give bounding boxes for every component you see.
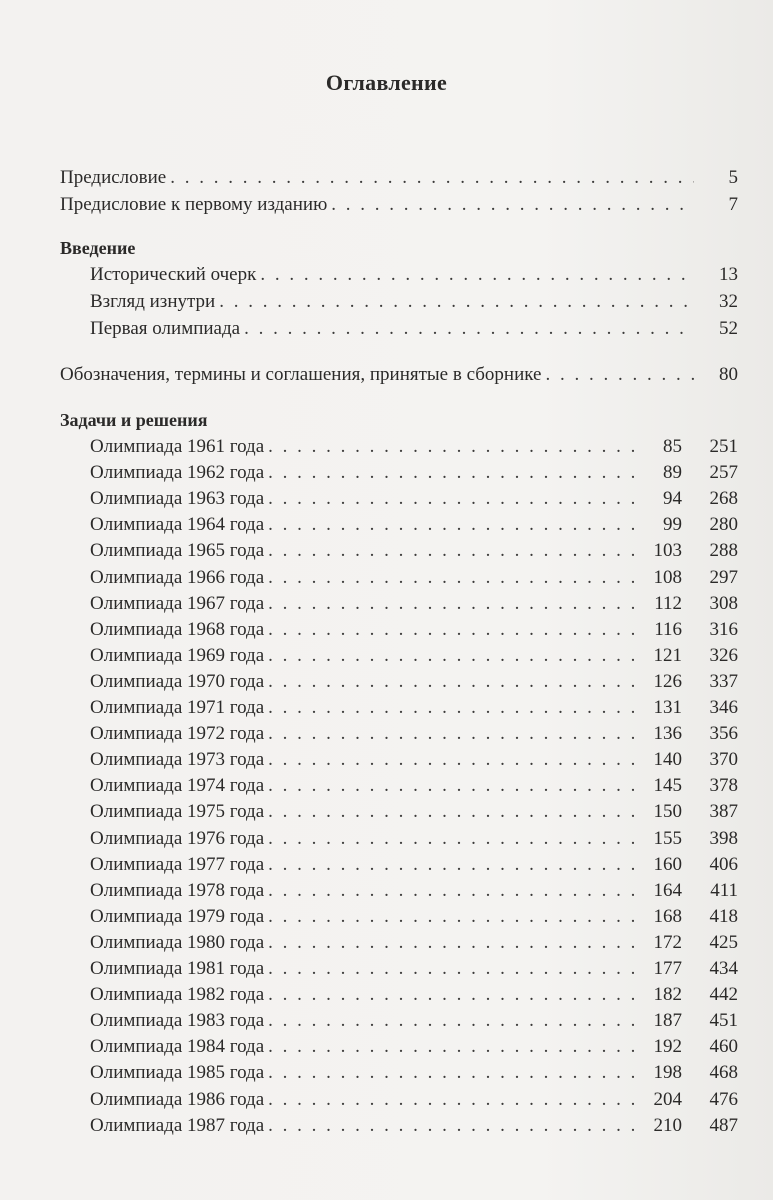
toc-entry-olympiad (90, 854, 738, 880)
leader-dots (268, 880, 634, 902)
toc-entry-label: Олимпиада 1969 года (90, 644, 265, 666)
toc-entry-label: Олимпиада 1975 года (90, 801, 265, 823)
problems-page-number: 155 (653, 827, 682, 849)
solutions-page-number: 346 (709, 697, 738, 718)
toc-entry-label: Олимпиада 1978 года (90, 879, 265, 901)
toc-entry-olympiad (90, 645, 738, 671)
toc-entry-label: Олимпиада 1974 года (90, 775, 265, 797)
problems-page-number: 94 (663, 488, 682, 510)
leader-dots (268, 671, 634, 693)
leader-dots (268, 540, 634, 562)
toc-entry-olympiad (90, 775, 738, 801)
leader-dots (268, 488, 634, 510)
toc-entry-label: Олимпиада 1984 года (90, 1036, 265, 1058)
toc-entry-olympiad (90, 801, 738, 827)
toc-entry-page: 32 (719, 291, 738, 312)
leader-dots (268, 645, 634, 667)
leader-dots (268, 749, 634, 771)
solutions-page-number: 468 (709, 1062, 738, 1084)
problems-page-number: 99 (663, 514, 682, 536)
leader-dots (268, 984, 634, 1006)
toc-entry-label: Олимпиада 1967 года (90, 592, 265, 614)
toc-entry-label: Исторический очерк (90, 264, 257, 285)
toc-entry-olympiad (90, 1036, 738, 1062)
leader-dots (268, 932, 634, 954)
leader-dots (331, 194, 694, 216)
toc-entry-olympiad (90, 540, 738, 566)
solutions-page-number: 460 (709, 1036, 738, 1058)
solutions-page-number: 418 (709, 905, 738, 927)
section-heading-intro: Введение (60, 238, 136, 258)
leader-dots (268, 801, 634, 823)
solutions-page-number: 356 (709, 723, 738, 745)
toc-entry-label: Олимпиада 1977 года (90, 853, 265, 875)
toc-entry-olympiad (90, 984, 738, 1010)
toc-entry-olympiad (90, 932, 738, 958)
toc-entry-label: Олимпиада 1986 года (90, 1088, 265, 1110)
toc-entry-first-olympiad (90, 318, 738, 344)
problems-page-number: 112 (654, 592, 682, 614)
toc-entry-label: Олимпиада 1981 года (90, 958, 265, 979)
problems-page-number: 198 (653, 1062, 682, 1084)
solutions-page-number: 251 (709, 436, 738, 457)
solutions-page-number: 308 (709, 592, 738, 614)
toc-entry-page: 5 (728, 167, 738, 188)
problems-page-number: 89 (663, 462, 682, 484)
solutions-page-number: 411 (710, 879, 738, 901)
solutions-page-number: 280 (709, 514, 738, 536)
problems-page-number: 177 (653, 958, 682, 979)
leader-dots (268, 958, 634, 980)
leader-dots (268, 854, 634, 876)
solutions-page-number: 487 (709, 1114, 738, 1136)
problems-page-number: 116 (654, 618, 682, 640)
leader-dots (268, 906, 634, 928)
toc-entry-label: Олимпиада 1980 года (90, 931, 265, 953)
toc-entry-olympiad (90, 462, 738, 488)
leader-dots (268, 567, 634, 589)
problems-page-number: 172 (653, 931, 682, 953)
toc-entry-label: Олимпиада 1963 года (90, 488, 265, 510)
problems-page-number: 103 (653, 540, 682, 562)
toc-entry-inside-view (90, 291, 738, 317)
toc-entry-olympiad (90, 828, 738, 854)
leader-dots (260, 264, 694, 286)
problems-page-number: 145 (653, 775, 682, 797)
solutions-page-number: 425 (709, 931, 738, 953)
toc-entry-label: Олимпиада 1972 года (90, 723, 265, 745)
toc-entry-label: Олимпиада 1966 года (90, 566, 265, 588)
leader-dots (268, 828, 634, 850)
solutions-page-number: 442 (709, 984, 738, 1006)
solutions-page-number: 434 (709, 958, 738, 979)
solutions-page-number: 378 (709, 775, 738, 797)
toc-entry-olympiad (90, 514, 738, 540)
toc-entry-olympiad (90, 1010, 738, 1036)
toc-entry-olympiad (90, 723, 738, 749)
toc-entry-olympiad (90, 749, 738, 775)
toc-entry-label: Олимпиада 1983 года (90, 1010, 265, 1032)
toc-entry-preface (60, 167, 738, 193)
leader-dots (268, 1010, 634, 1032)
toc-entry-olympiad (90, 593, 738, 619)
toc-entry-page: 13 (719, 264, 738, 285)
toc-entry-label: Олимпиада 1965 года (90, 540, 265, 562)
solutions-page-number: 257 (709, 462, 738, 484)
toc-entry-label: Взгляд изнутри (90, 291, 216, 312)
solutions-page-number: 387 (709, 801, 738, 823)
leader-dots (268, 697, 634, 719)
problems-page-number: 150 (653, 801, 682, 823)
toc-entry-label: Олимпиада 1962 года (90, 462, 265, 484)
problems-page-number: 126 (653, 670, 682, 692)
toc-entry-page: 7 (728, 194, 738, 215)
problems-page-number: 182 (653, 984, 682, 1006)
toc-entry-label: Олимпиада 1971 года (90, 697, 265, 718)
toc-entry-olympiad (90, 619, 738, 645)
problems-page-number: 168 (653, 905, 682, 927)
leader-dots (219, 291, 694, 313)
toc-entry-label: Обозначения, термины и соглашения, принятые в сборнике (60, 364, 542, 385)
problems-page-number: 204 (653, 1088, 682, 1110)
toc-entry-olympiad (90, 488, 738, 514)
leader-dots (268, 1062, 634, 1084)
toc-entry-page: 80 (719, 364, 738, 385)
solutions-page-number: 297 (709, 566, 738, 588)
toc-entry-olympiad (90, 697, 738, 723)
leader-dots (268, 514, 634, 536)
problems-page-number: 85 (663, 436, 682, 457)
leader-dots (268, 462, 634, 484)
toc-entry-olympiad (90, 906, 738, 932)
problems-page-number: 108 (653, 566, 682, 588)
problems-page-number: 136 (653, 723, 682, 745)
toc-entry-first-edition-preface (60, 194, 738, 220)
toc-entry-page: 52 (719, 318, 738, 339)
problems-page-number: 210 (653, 1114, 682, 1136)
toc-entry-historical (90, 264, 738, 290)
leader-dots (268, 1089, 634, 1111)
toc-entry-label: Олимпиада 1976 года (90, 827, 265, 849)
solutions-page-number: 370 (709, 749, 738, 771)
problems-page-number: 187 (653, 1010, 682, 1032)
solutions-page-number: 337 (709, 670, 738, 692)
problems-page-number: 164 (653, 879, 682, 901)
toc-entry-label: Олимпиада 1987 года (90, 1114, 265, 1136)
toc-entry-olympiad (90, 880, 738, 906)
problems-page-number: 160 (653, 853, 682, 875)
leader-dots (268, 1036, 634, 1058)
toc-entry-olympiad (90, 1062, 738, 1088)
section-heading-problems: Задачи и решения (60, 410, 208, 430)
solutions-page-number: 316 (709, 618, 738, 640)
toc-entry-olympiad (90, 1089, 738, 1115)
toc-entry-label: Первая олимпиада (90, 318, 241, 339)
leader-dots (545, 364, 694, 386)
solutions-page-number: 288 (709, 540, 738, 562)
toc-entry-notation (60, 364, 738, 390)
solutions-page-number: 326 (709, 644, 738, 666)
toc-entry-olympiad (90, 1115, 738, 1141)
toc-entry-label: Предисловие (60, 167, 167, 188)
solutions-page-number: 451 (709, 1010, 738, 1032)
toc-entry-label: Олимпиада 1985 года (90, 1062, 265, 1084)
problems-page-number: 140 (653, 749, 682, 771)
toc-entry-label: Предисловие к первому изданию (60, 194, 328, 215)
page-title: Оглавление (325, 70, 448, 95)
toc-entry-olympiad (90, 567, 738, 593)
problems-page-number: 131 (653, 697, 682, 718)
toc-entry-olympiad (90, 436, 738, 462)
solutions-page-number: 406 (709, 853, 738, 875)
leader-dots (268, 593, 634, 615)
leader-dots (268, 1115, 634, 1137)
leader-dots (268, 619, 634, 641)
toc-entry-olympiad (90, 958, 738, 984)
toc-entry-label: Олимпиада 1982 года (90, 984, 265, 1006)
problems-page-number: 192 (653, 1036, 682, 1058)
leader-dots (268, 436, 634, 458)
leader-dots (244, 318, 694, 340)
solutions-page-number: 268 (709, 488, 738, 510)
toc-entry-label: Олимпиада 1979 года (90, 905, 265, 927)
toc-entry-label: Олимпиада 1964 года (90, 514, 265, 536)
toc-entry-label: Олимпиада 1973 года (90, 749, 265, 771)
leader-dots (268, 723, 634, 745)
leader-dots (170, 167, 694, 189)
toc-entry-olympiad (90, 671, 738, 697)
toc-entry-label: Олимпиада 1970 года (90, 670, 265, 692)
leader-dots (268, 775, 634, 797)
toc-entry-label: Олимпиада 1968 года (90, 618, 265, 640)
problems-page-number: 121 (653, 644, 682, 666)
solutions-page-number: 476 (709, 1088, 738, 1110)
toc-entry-label: Олимпиада 1961 года (90, 436, 265, 457)
solutions-page-number: 398 (709, 827, 738, 849)
